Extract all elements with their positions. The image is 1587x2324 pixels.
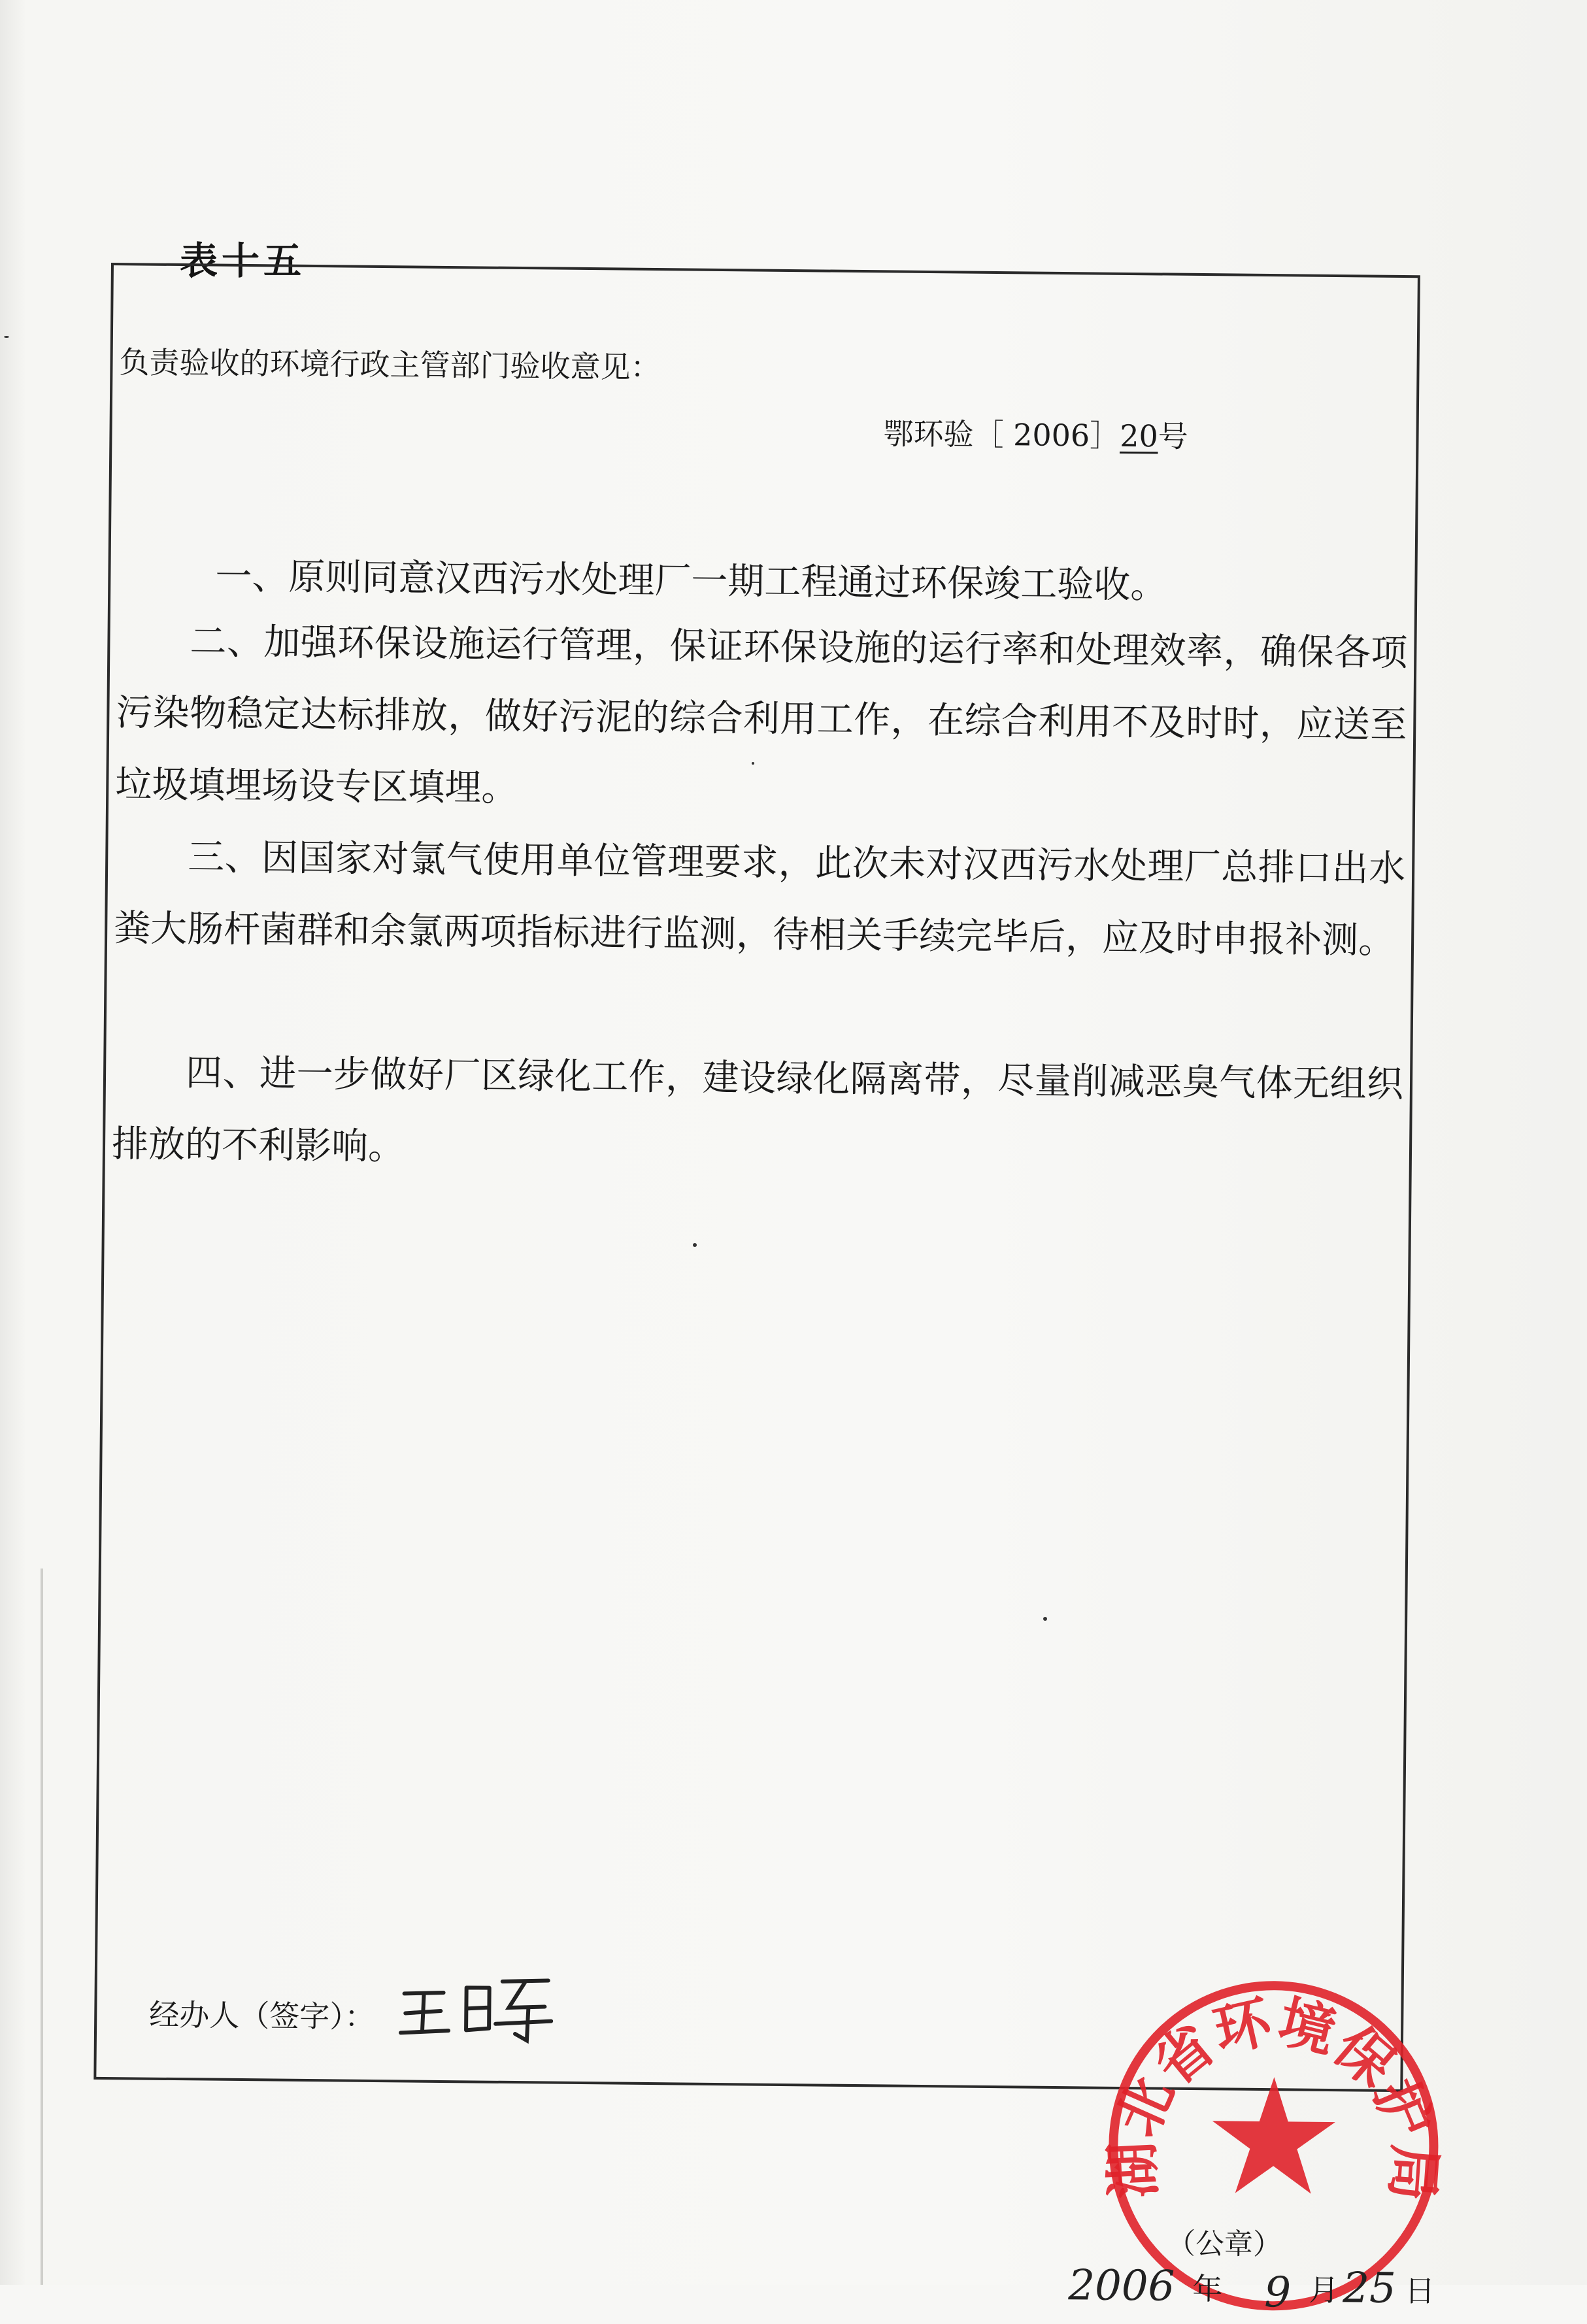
table-title: 表十五 xyxy=(180,239,306,283)
document-number-suffix: 号 xyxy=(1158,418,1189,454)
scan-speck xyxy=(693,1243,697,1247)
date-month-char: 月 xyxy=(1309,2272,1339,2308)
scan-speck xyxy=(4,336,9,338)
handwritten-signature xyxy=(397,1967,555,2047)
document-number xyxy=(883,410,1188,456)
acceptance-opinion-form xyxy=(93,263,1448,2317)
scan-speck xyxy=(1043,1617,1047,1621)
opinion-item-4: 四、进一步做好厂区绿化工作，建设绿化隔离带，尽量削减恶臭气体无组织排放的不利影响。 xyxy=(111,1052,1404,1169)
scan-speck xyxy=(752,762,754,765)
opinion-item-1: 一、原则同意汉西污水处理厂一期工程通过环保竣工验收。 xyxy=(215,555,1167,607)
svg-text:湖北省环境保护局: 湖北省环境保护局 xyxy=(1099,1989,1448,2203)
date-day-char: 日 xyxy=(1405,2273,1435,2309)
opinion-item-2: 二、加强环保设施运行管理，保证环保设施的运行率和处理效率，确保各项污染物稳定达标排放，做好污泥的综合利用工作，在综合利用不及时时，应送至垃圾填埋场设专区填埋。 xyxy=(115,620,1408,810)
document-number-value: 20 xyxy=(1119,418,1159,454)
opinion-item-3: 三、因国家对氯气使用单位管理要求，此次未对汉西污水处理厂总排口出水粪大肠杆菌群和余氯两项指标进行监测，待相关手续完毕后，应及时申报补测。 xyxy=(113,836,1406,962)
seal-star-icon xyxy=(1212,2076,1336,2194)
handler-label: 经办人（签字）： xyxy=(149,1997,375,2034)
date-month: 9 xyxy=(1263,2268,1292,2317)
date-day: 25 xyxy=(1342,2264,1397,2314)
date-year-char: 年 xyxy=(1192,2271,1223,2307)
date-year: 2006 xyxy=(1068,2261,1175,2311)
seal-label: （公章） xyxy=(1166,2227,1282,2262)
page-edge-shadow xyxy=(41,1569,43,2285)
form-prompt: 负责验收的环境行政主管部门验收意见： xyxy=(119,344,661,386)
document-number-prefix: 鄂环验［ 2006］ xyxy=(883,416,1120,454)
